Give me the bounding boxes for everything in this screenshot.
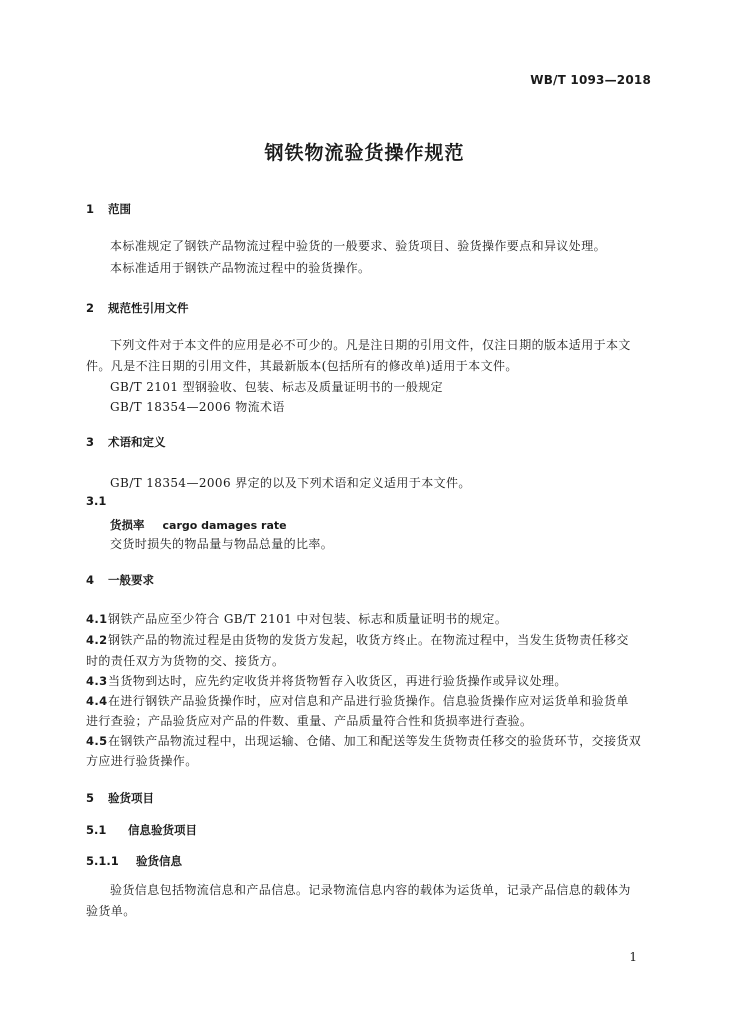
section-number: 5.1: [86, 823, 107, 837]
term-english: cargo damages rate: [162, 519, 287, 532]
clause-text: 钢铁产品的物流过程是由货物的发货方发起，收货方终止。在物流过程中，当发生货物责任移交: [108, 633, 629, 647]
clause-continuation: 时的责任双方为货物的交、接货方。: [86, 654, 285, 668]
paragraph-line: 验货单。: [86, 904, 136, 918]
subclause-number: 3.1: [86, 494, 107, 508]
paragraph-line: 下列文件对于本文件的应用是必不可少的。凡是注日期的引用文件，仅注日期的版本适用于本文: [110, 338, 631, 352]
section-title: 范围: [108, 202, 131, 216]
paragraph: 本标准适用于钢铁产品物流过程中的验货操作。: [110, 261, 371, 275]
clause-4-3: [86, 672, 567, 689]
paragraph-line: 验货信息包括物流信息和产品信息。记录物流信息内容的载体为运货单，记录产品信息的载体为: [110, 883, 631, 897]
paragraph: GB/T 18354—2006 界定的以及下列术语和定义适用于本文件。: [110, 476, 471, 490]
term-definition: 交货时损失的物品量与物品总量的比率。: [110, 537, 334, 551]
clause-text: 当货物到达时，应先约定收货并将货物暂存入收货区，再进行验货操作或异议处理。: [108, 674, 567, 688]
subsection-5-1-heading: [86, 822, 197, 838]
section-title: 术语和定义: [108, 435, 166, 449]
subsection-5-1-1-heading: [86, 853, 182, 869]
clause-number: 4.3: [86, 674, 108, 688]
section-5-heading: [86, 790, 154, 806]
clause-4-1: [86, 610, 507, 627]
section-number: 5: [86, 791, 95, 805]
clause-number: 4.1: [86, 612, 108, 626]
clause-text: 钢铁产品应至少符合 GB/T 2101 中对包装、标志和质量证明书的规定。: [108, 612, 508, 626]
clause-continuation: 进行查验；产品验货应对产品的件数、重量、产品质量符合性和货损率进行查验。: [86, 714, 533, 728]
page-number: 1: [629, 950, 637, 964]
term-chinese: 货损率: [110, 518, 145, 532]
clause-text: 在钢铁产品物流过程中，出现运输、仓储、加工和配送等发生货物责任移交的验货环节，交接货双: [108, 734, 642, 748]
clause-4-2: [86, 631, 629, 648]
clause-number: 4.5: [86, 734, 108, 748]
section-title: 验货项目: [108, 791, 154, 805]
paragraph-line: 件。凡是不注日期的引用文件，其最新版本(包括所有的修改单)适用于本文件。: [86, 359, 518, 373]
clause-continuation: 方应进行验货操作。: [86, 754, 198, 768]
section-4-heading: [86, 572, 154, 588]
term-entry: [110, 514, 287, 533]
section-2-heading: [86, 300, 189, 316]
clause-number: 4.2: [86, 633, 108, 647]
reference-item: GB/T 18354—2006 物流术语: [110, 400, 285, 414]
section-number: 4: [86, 573, 95, 587]
section-number: 3: [86, 435, 95, 449]
paragraph: 本标准规定了钢铁产品物流过程中验货的一般要求、验货项目、验货操作要点和异议处理。: [110, 239, 607, 253]
document-title: 钢铁物流验货操作规范: [264, 142, 465, 164]
clause-number: 4.4: [86, 694, 108, 708]
section-number: 1: [86, 202, 95, 216]
section-title: 一般要求: [108, 573, 154, 587]
clause-4-4: [86, 692, 629, 709]
clause-4-5: [86, 732, 641, 749]
section-1-heading: [86, 201, 131, 217]
section-title: 信息验货项目: [128, 823, 197, 837]
reference-item: GB/T 2101 型钢验收、包装、标志及质量证明书的一般规定: [110, 380, 444, 394]
section-title: 规范性引用文件: [108, 301, 189, 315]
section-number: 5.1.1: [86, 854, 119, 868]
section-title: 验货信息: [136, 854, 182, 868]
section-3-heading: [86, 434, 166, 450]
section-number: 2: [86, 301, 95, 315]
clause-text: 在进行钢铁产品验货操作时，应对信息和产品进行验货操作。信息验货操作应对运货单和验货单: [108, 694, 629, 708]
standard-code: WB/T 1093—2018: [530, 73, 651, 87]
